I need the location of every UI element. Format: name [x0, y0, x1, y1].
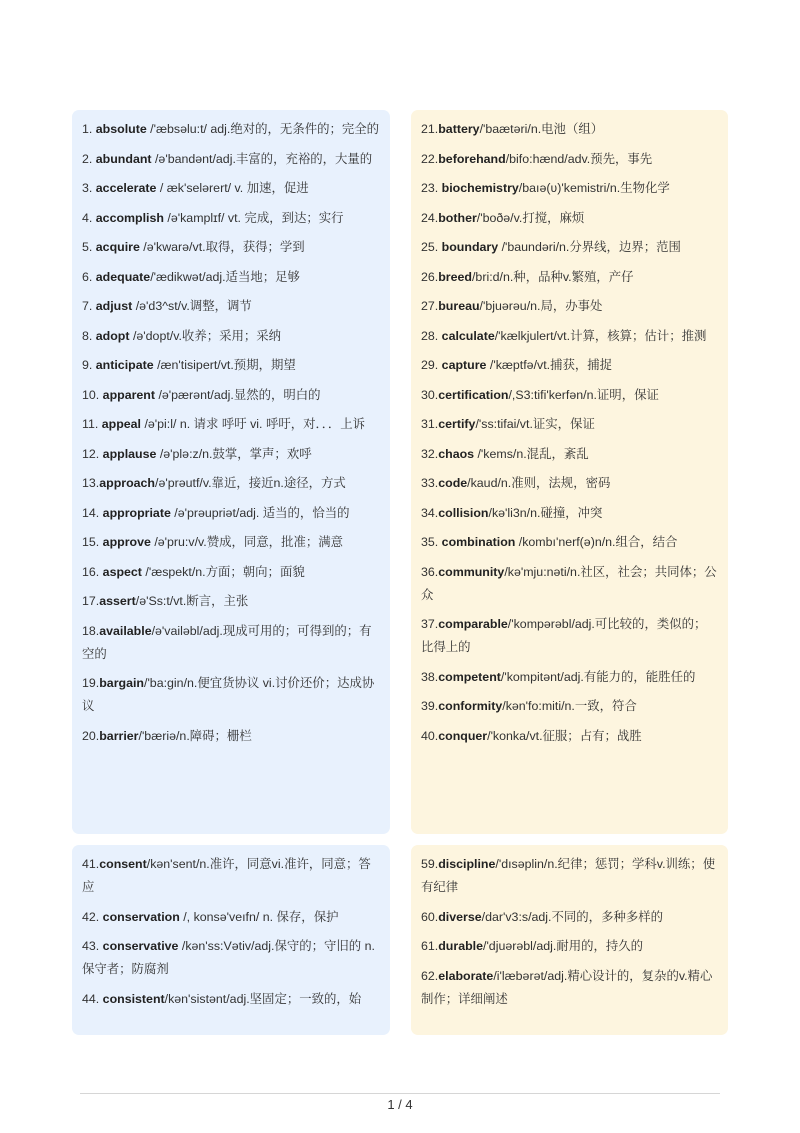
vocab-entry [82, 295, 380, 318]
entry-number: 27. [421, 299, 439, 313]
entry-number: 15. [82, 535, 103, 549]
entry-word: anticipate [95, 358, 154, 372]
vocab-entry [421, 443, 718, 466]
entry-word: applause [102, 446, 157, 461]
entry-word: bother [438, 210, 477, 225]
entry-definition: /i'læbərət/adj.精心设计的，复杂的v.精心制作；详细阐述 [421, 968, 713, 1006]
vocab-entry [82, 266, 380, 289]
vocab-entry [421, 413, 718, 436]
entry-definition: /æn'tisipert/vt.预期，期望 [153, 358, 296, 372]
vocab-panel-2 [411, 110, 728, 834]
entry-number: 8. [82, 328, 96, 343]
entry-word: conservation [102, 909, 180, 924]
entry-word: capture [441, 358, 487, 372]
entry-word: approach [99, 476, 156, 490]
entry-number: 23. [421, 181, 442, 195]
entry-number: 14. [82, 505, 103, 520]
entry-word: adopt [95, 328, 130, 343]
vocab-entry [82, 853, 380, 899]
vocab-entry [82, 672, 380, 718]
entry-word: aspect [102, 564, 142, 579]
footer-divider [80, 1093, 720, 1094]
entry-word: available [99, 623, 152, 638]
entry-definition: /ə'plə:z/n.鼓掌，掌声；欢呼 [156, 446, 312, 461]
entry-number: 12. [82, 446, 103, 461]
entry-number: 34. [421, 505, 439, 520]
entry-word: durable [438, 939, 483, 953]
vocab-entry [421, 965, 718, 1011]
vocab-entry [82, 118, 380, 141]
entry-word: collision [438, 505, 489, 520]
vocab-entry [82, 935, 380, 981]
entry-number: 59. [421, 857, 439, 871]
entry-definition: /ə'prəupriət/adj. 适当的，恰当的 [170, 505, 350, 520]
entry-word: beforehand [438, 151, 506, 166]
entry-number: 62. [421, 968, 439, 983]
entry-word: chaos [438, 446, 475, 461]
entry-word: conservative [102, 939, 179, 953]
entry-word: barrier [99, 728, 139, 743]
vocab-panel-1 [72, 110, 390, 834]
vocab-entry [421, 354, 718, 377]
entry-definition: /'kems/n.混乱，紊乱 [474, 446, 589, 461]
entry-word: biochemistry [441, 181, 519, 195]
entry-definition: /'bæriə/n.障碍；栅栏 [138, 728, 252, 743]
entry-number: 43. [82, 939, 103, 953]
vocab-entry [82, 325, 380, 348]
entry-number: 35. [421, 535, 442, 549]
entry-definition: /baıə(ʋ)'kemistri/n.生物化学 [518, 181, 670, 195]
vocab-entry [82, 413, 380, 436]
entry-definition: /'æbsəlu:t/ adj.绝对的，无条件的；完全的 [146, 122, 380, 136]
vocab-entry [421, 207, 718, 230]
vocab-entry [421, 695, 718, 718]
entry-number: 1. [82, 122, 96, 136]
vocab-entry [82, 354, 380, 377]
entry-number: 11. [82, 417, 102, 431]
vocab-entry [82, 502, 380, 525]
page-number: 1 / 4 [387, 1097, 413, 1112]
entry-definition: /ə'pærənt/adj.显然的，明白的 [155, 387, 321, 402]
vocab-entry [421, 906, 718, 929]
entry-number: 5. [82, 240, 96, 254]
vocab-entry [421, 666, 718, 689]
vocab-entry [82, 384, 380, 407]
entry-definition: /kombı'nerf(ə)n/n.组合，结合 [515, 535, 678, 549]
entry-number: 16. [82, 564, 103, 579]
entry-definition: /kən'fo:miti/n.一致，符合 [502, 699, 637, 713]
entry-number: 40. [421, 728, 439, 743]
entry-definition: /'baundəri/n.分界线，边界；范围 [498, 240, 681, 254]
entry-word: accelerate [95, 181, 157, 195]
entry-word: acquire [95, 240, 140, 254]
entry-definition: /'boðə/v.打搅，麻烦 [476, 210, 585, 225]
entry-definition: /ə'vailəbl/adj.现成可用的；可得到的；有空的 [82, 623, 372, 661]
entry-definition: /bri:d/n.种，品种v.繁殖，产仔 [471, 269, 634, 284]
entry-word: comparable [438, 617, 508, 631]
vocab-entry [82, 443, 380, 466]
entry-word: elaborate [438, 968, 494, 983]
entry-number: 24. [421, 210, 439, 225]
vocab-entry [82, 906, 380, 929]
entry-definition: /bifo:hænd/adv.预先，事先 [505, 151, 653, 166]
vocab-entry [82, 988, 380, 1011]
vocab-entry [421, 502, 718, 525]
entry-number: 28. [421, 328, 442, 343]
entry-number: 33. [421, 476, 439, 490]
entry-word: competent [438, 669, 501, 684]
entry-number: 39. [421, 699, 439, 713]
entry-definition: /ə'Ss:t/vt.断言，主张 [135, 594, 249, 608]
entry-definition: /'djuərəbl/adj.耐用的，持久的 [483, 939, 644, 953]
entry-number: 13. [82, 476, 100, 490]
entry-definition: /kə'li3n/n.碰撞，冲突 [488, 505, 603, 520]
entry-number: 7. [82, 299, 96, 313]
entry-number: 2. [82, 151, 96, 166]
entry-definition: /ə'dopt/v.收养；采用；采纳 [129, 328, 282, 343]
entry-number: 60. [421, 909, 439, 924]
vocab-entry [82, 472, 380, 495]
entry-number: 42. [82, 909, 103, 924]
entry-word: breed [438, 269, 472, 284]
entry-word: conformity [438, 699, 503, 713]
entry-word: absolute [95, 122, 147, 136]
entry-word: abundant [95, 151, 152, 166]
entry-definition: /'kælkjulert/vt.计算，核算；估计；推测 [494, 328, 707, 343]
entry-definition: /'dısəplin/n.纪律；惩罚；学科v.训练；使有纪律 [421, 857, 716, 894]
entry-number: 3. [82, 181, 96, 195]
entry-definition: /dar'v3:s/adj.不同的，多种多样的 [481, 909, 664, 924]
entry-word: consent [99, 857, 147, 871]
entry-definition: /ə'kwarə/vt.取得，获得；学到 [139, 240, 305, 254]
entry-definition: /ə'bandənt/adj.丰富的，充裕的，大量的 [151, 151, 373, 166]
entry-word: adequate [95, 269, 151, 284]
vocab-entry [421, 561, 718, 607]
entry-number: 25. [421, 240, 442, 254]
entry-word: boundary [441, 240, 499, 254]
entry-definition: /,S3:tifi'kerfən/n.证明，保证 [508, 387, 659, 402]
entry-word: diverse [438, 909, 482, 924]
vocab-entry [421, 118, 718, 141]
entry-number: 10. [82, 387, 103, 402]
entry-number: 6. [82, 269, 96, 284]
entry-definition: /ə'd3^st/v.调整，调节 [132, 299, 252, 313]
entry-definition: /'bjuərəu/n.局，办事处 [479, 299, 603, 313]
vocab-entry [421, 384, 718, 407]
vocab-entry [421, 148, 718, 171]
vocab-entry [421, 725, 718, 748]
vocab-entry [82, 590, 380, 613]
vocab-entry [421, 236, 718, 259]
entry-definition: /'kompərəbl/adj.可比较的，类似的；比得上的 [421, 617, 707, 654]
entry-number: 22. [421, 151, 439, 166]
entry-number: 17. [82, 594, 100, 608]
entry-word: conquer [438, 728, 488, 743]
entry-number: 31. [421, 417, 439, 431]
entry-definition: /kaud/n.准则，法规，密码 [467, 476, 611, 490]
entry-definition: /'baætəri/n.电池（组） [479, 122, 604, 136]
entry-word: approve [102, 535, 151, 549]
vocab-entry [82, 236, 380, 259]
entry-word: combination [441, 535, 516, 549]
entry-number: 41. [82, 857, 100, 871]
vocab-entry [421, 613, 718, 659]
entry-definition: /ə'kamplɪf/ vt. 完成，到达；实行 [163, 210, 344, 225]
entry-word: accomplish [95, 210, 164, 225]
vocab-entry [82, 561, 380, 584]
entry-definition: / æk'selərert/ v. 加速，促进 [156, 181, 309, 195]
entry-definition: /ə'prəutf/v.靠近，接近n.途径，方式 [155, 476, 346, 490]
entry-definition: /kən'sistənt/adj.坚固定；一致的，始 [164, 991, 362, 1006]
entry-word: apparent [102, 387, 155, 402]
entry-definition: /kən'ss:Vətiv/adj.保守的；守旧的 n.保守者；防腐剂 [82, 939, 375, 976]
vocab-entry [82, 148, 380, 171]
vocab-entry [421, 295, 718, 318]
entry-number: 61. [421, 939, 439, 953]
vocab-entry [421, 177, 718, 200]
entry-word: adjust [95, 299, 133, 313]
entry-definition: /ə'pru:v/v.赞成，同意，批准；满意 [150, 535, 344, 549]
vocab-entry [421, 472, 718, 495]
entry-word: battery [438, 122, 480, 136]
vocab-entry [421, 853, 718, 899]
entry-number: 9. [82, 358, 96, 372]
vocab-entry [421, 266, 718, 289]
vocab-entry [82, 531, 380, 554]
vocab-entry [82, 725, 380, 748]
entry-word: appropriate [102, 505, 171, 520]
vocab-panel-3 [72, 845, 390, 1035]
entry-word: code [438, 476, 468, 490]
entry-word: consistent [102, 991, 165, 1006]
entry-word: community [438, 564, 505, 579]
entry-number: 37. [421, 617, 439, 631]
entry-definition: /'æspekt/n.方面；朝向；面貌 [141, 564, 305, 579]
vocab-entry [421, 531, 718, 554]
entry-definition: /kən'sent/n.准许，同意vi.准许，同意；答应 [82, 857, 371, 894]
entry-definition: /'ædikwət/adj.适当地；足够 [150, 269, 300, 284]
entry-word: appeal [101, 417, 142, 431]
vocab-entry [82, 177, 380, 200]
entry-word: certification [438, 387, 509, 402]
entry-number: 30. [421, 387, 439, 402]
entry-number: 18. [82, 623, 100, 638]
entry-word: discipline [438, 857, 496, 871]
entry-definition: /, konsə'veıfn/ n. 保存，保护 [179, 909, 339, 924]
entry-number: 36. [421, 564, 439, 579]
entry-definition: /'kompitənt/adj.有能力的，能胜任的 [500, 669, 696, 684]
entry-number: 32. [421, 446, 439, 461]
vocab-entry [82, 207, 380, 230]
entry-number: 19. [82, 676, 100, 690]
entry-word: bureau [438, 299, 480, 313]
entry-number: 29. [421, 358, 442, 372]
entry-definition: /'ss:tifai/vt.证实，保证 [475, 417, 595, 431]
entry-definition: /'kæptfə/vt.捕获，捕捉 [486, 358, 613, 372]
entry-number: 20. [82, 728, 100, 743]
entry-number: 44. [82, 991, 103, 1006]
entry-word: calculate [441, 328, 495, 343]
vocab-entry [421, 935, 718, 958]
entry-definition: /'konka/vt.征服；占有；战胜 [487, 728, 642, 743]
entry-definition: /kə'mju:nəti/n.社区，社会；共同体；公众 [421, 564, 717, 602]
entry-definition: /ə'pi:l/ n. 请求 呼吁 vi. 呼吁，对．．．上诉 [141, 417, 366, 431]
vocab-entry [82, 620, 380, 666]
vocab-entry [421, 325, 718, 348]
entry-number: 4. [82, 210, 96, 225]
vocab-panel-4 [411, 845, 728, 1035]
entry-definition: /'ba:gin/n.便宜货协议 vi.讨价还价；达成协议 [82, 676, 375, 713]
entry-number: 26. [421, 269, 439, 284]
entry-number: 38. [421, 669, 439, 684]
entry-word: certify [438, 417, 476, 431]
entry-number: 21. [421, 122, 439, 136]
entry-word: bargain [99, 676, 144, 690]
entry-word: assert [99, 594, 136, 608]
